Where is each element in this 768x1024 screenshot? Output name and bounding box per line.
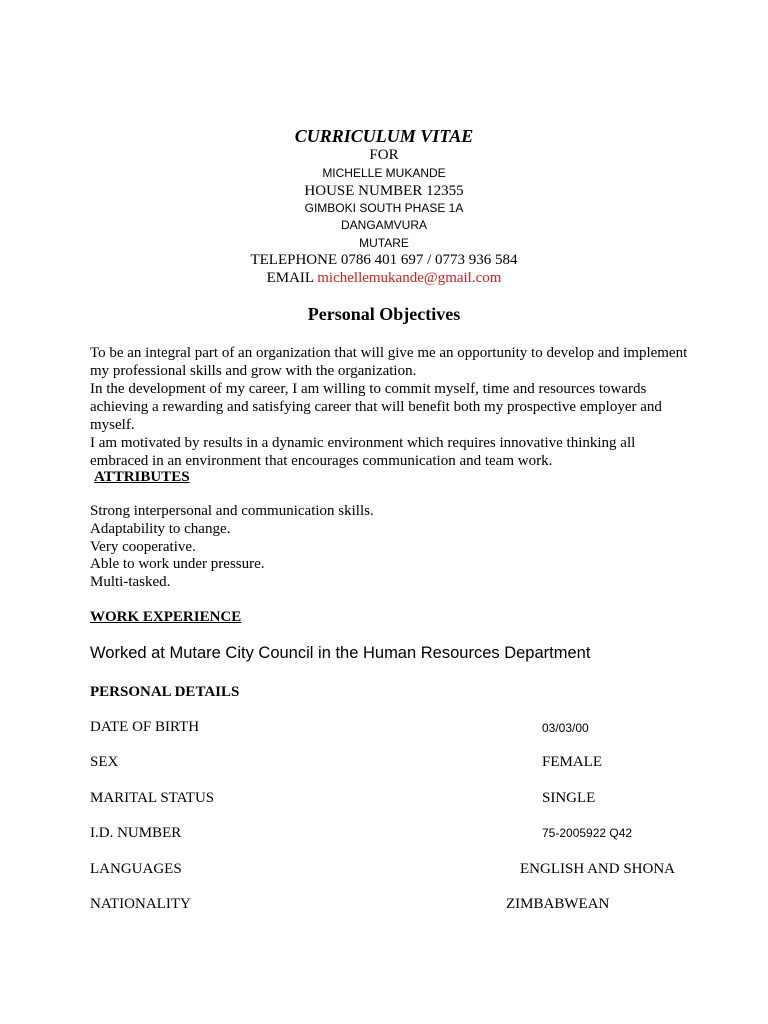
languages-value: ENGLISH AND SHONA — [520, 861, 676, 877]
objectives-heading: Personal Objectives — [307, 304, 461, 324]
telephone: TELEPHONE 0786 401 697 / 0773 936 584 — [250, 252, 518, 268]
id-number-value: 75-2005922 Q42 — [542, 826, 633, 840]
sex-value: FEMALE — [542, 754, 602, 770]
candidate-name: MICHELLE MUKANDE — [322, 166, 446, 180]
objectives-body — [90, 344, 690, 470]
dob-label: DATE OF BIRTH — [90, 719, 200, 735]
attributes-list — [90, 503, 374, 592]
email-line — [0, 270, 768, 287]
cv-title: CURRICULUM VITAE — [294, 126, 474, 146]
nationality-value: ZIMBABWEAN — [506, 896, 610, 912]
for-label: FOR — [369, 147, 399, 163]
objective-paragraph-3: I am motivated by results in a dynamic environment which requires innovative thinking all embraced in an environment that encourages communication and team work. — [90, 435, 636, 469]
email-link[interactable]: michellemukande@gmail.com — [317, 270, 502, 286]
work-experience-heading: WORK EXPERIENCE — [90, 609, 242, 625]
id-number-label: I.D. NUMBER — [90, 825, 182, 841]
attribute-item: Multi-tasked. — [90, 574, 171, 591]
address-line-3: MUTARE — [359, 236, 409, 250]
attribute-item: Adaptability to change. — [90, 520, 231, 537]
objective-paragraph-2: In the development of my career, I am willing to commit myself, time and resources towards achieving a rewarding and satisfying career that will benefit both my prospective employer and myself. — [90, 381, 662, 433]
attribute-item: Strong interpersonal and communication skills. — [90, 503, 374, 519]
languages-label: LANGUAGES — [90, 861, 182, 877]
nationality-label: NATIONALITY — [90, 896, 191, 912]
attribute-item: Very cooperative. — [90, 538, 196, 555]
address-line-1: GIMBOKI SOUTH PHASE 1A — [304, 201, 464, 215]
address-line-2: DANGAMVURA — [340, 218, 427, 232]
sex-label: SEX — [90, 754, 119, 770]
work-experience-line: Worked at Mutare City Council in the Human Resources Department — [90, 644, 591, 662]
dob-value: 03/03/00 — [542, 721, 589, 735]
house-number: HOUSE NUMBER 12355 — [304, 183, 464, 199]
personal-details-heading: PERSONAL DETAILS — [90, 684, 240, 700]
marital-status-value: SINGLE — [542, 790, 596, 806]
attribute-item: Able to work under pressure. — [90, 556, 265, 573]
objective-paragraph-1: To be an integral part of an organization that will give me an opportunity to develop and implement my professional skills and grow with the organization. — [90, 345, 688, 379]
email-label: EMAIL — [266, 270, 318, 286]
marital-status-label: MARITAL STATUS — [90, 790, 215, 806]
attributes-heading: ATTRIBUTES — [94, 469, 190, 485]
